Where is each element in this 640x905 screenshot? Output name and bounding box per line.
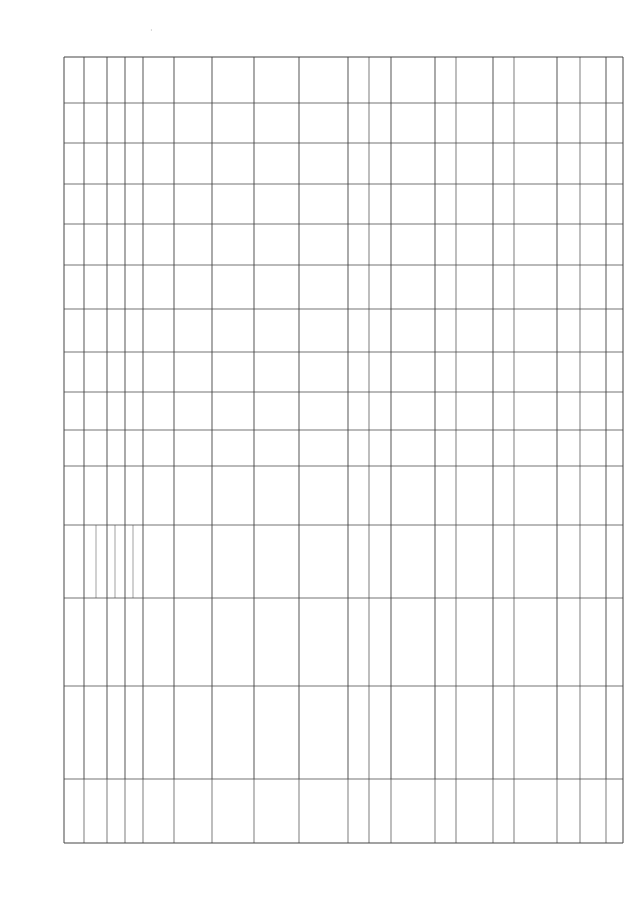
scan-speck: · — [150, 26, 153, 35]
